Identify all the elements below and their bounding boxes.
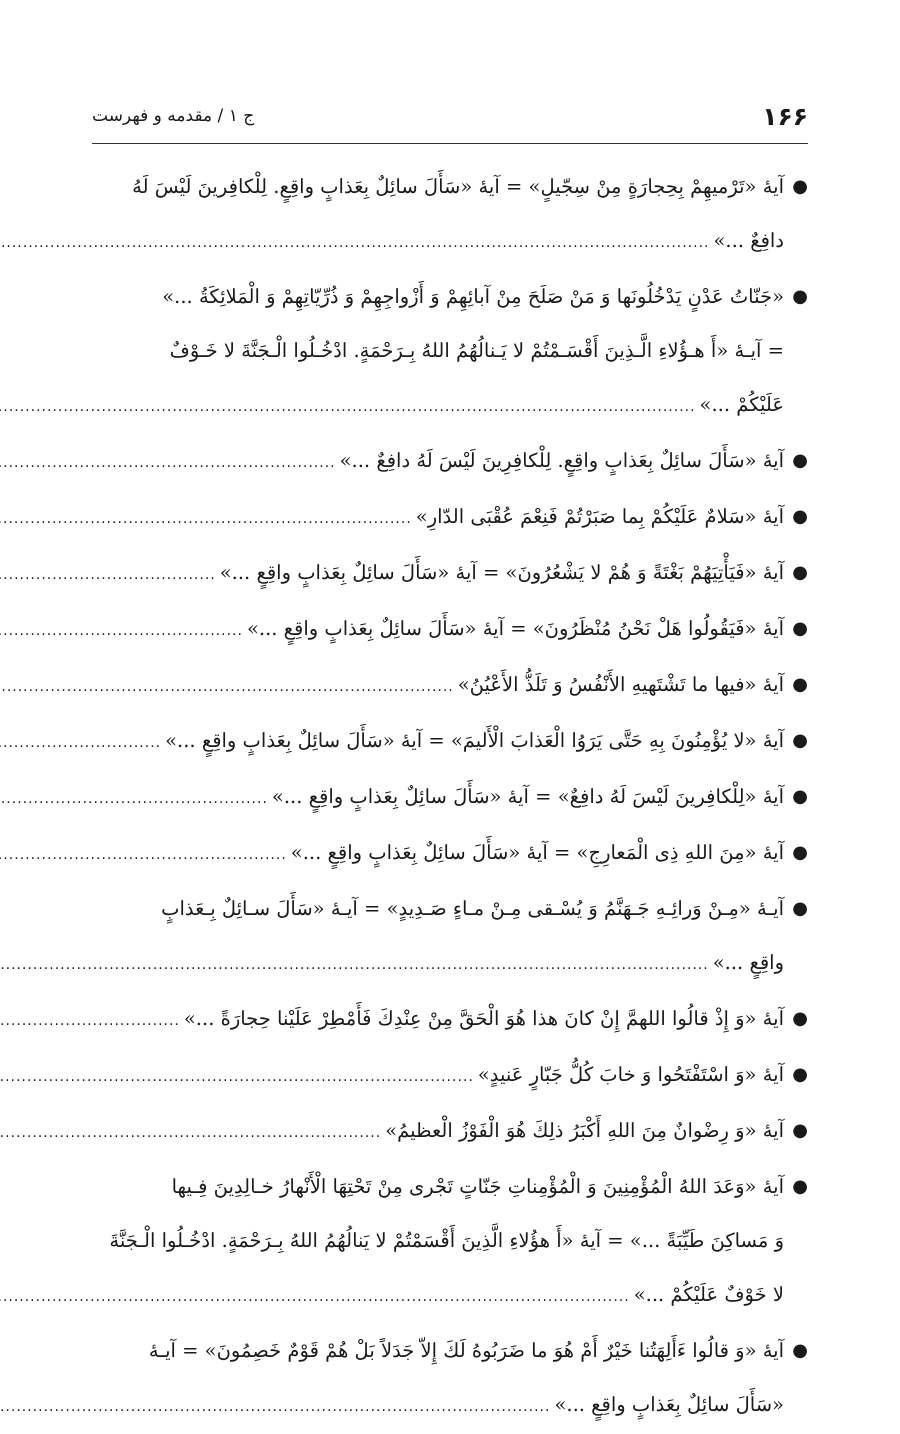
dot-leader <box>0 380 696 434</box>
bullet-icon: ● <box>792 450 808 471</box>
index-entry <box>92 490 808 546</box>
index-entry <box>92 1160 808 1324</box>
bullet-icon: ● <box>792 730 808 751</box>
entry-final-line <box>92 1268 784 1324</box>
page-number: ۱۶۶ <box>762 101 808 131</box>
entry-final-line <box>92 490 784 546</box>
index-entry <box>92 1048 808 1104</box>
entry-final-line <box>92 936 784 992</box>
running-head <box>92 96 808 136</box>
entry-text: «سَأَلَ سائِلٌ بِعَذابٍ واقِعٍ ...» <box>554 1393 784 1416</box>
entry-final-line <box>92 1378 784 1434</box>
index-entry <box>92 1104 808 1160</box>
entry-text: آيهٔ «مِنَ اللهِ ذِى الْمَعارِجِ» = آيهٔ «سَأَلَ سائِلٌ بِعَذابٍ واقِعٍ ...» <box>290 841 784 864</box>
dot-leader <box>0 994 180 1048</box>
bullet-icon: ● <box>792 506 808 527</box>
index-entry <box>92 992 808 1048</box>
entry-text-line: وَ مَساكِنَ طَيِّبَةً ...» = آيهٔ «أَ هؤُلاءِ الَّذِينَ أَقْسَمْتُمْ لا يَنالُهُمُ اللهُ بِـرَحْمَةٍ. ادْخُـلُوا الْـجَنَّةَ <box>109 1229 784 1252</box>
index-entry <box>92 1324 808 1434</box>
index-entry <box>92 602 808 658</box>
entry-text: عَلَيْكُمْ ...» <box>699 393 784 416</box>
bullet-icon: ● <box>792 786 808 807</box>
index-entries <box>92 160 808 1434</box>
entry-final-line <box>92 658 784 714</box>
dot-leader <box>0 1380 550 1434</box>
entry-text: واقِعٍ ...» <box>712 951 784 974</box>
entry-text-line: آيهٔ «تَرْميهِمْ بِحِجارَةٍ مِنْ سِجّيلٍ» = آيهٔ «سَأَلَ سائِلٌ بِعَذابٍ واقِعٍ. لِلْكافِرينَ لَيْسَ لَهُ <box>132 175 784 198</box>
bullet-icon: ● <box>792 1120 808 1141</box>
dot-leader <box>0 938 709 992</box>
entry-final-line <box>92 378 784 434</box>
entry-text: آيهٔ «لِلْكافِرينَ لَيْسَ لَهُ دافِعٌ» = آيهٔ «سَأَلَ سائِلٌ بِعَذابٍ واقِعٍ ...» <box>271 785 784 808</box>
bullet-icon: ● <box>792 562 808 583</box>
index-entry <box>92 434 808 490</box>
index-entry <box>92 714 808 770</box>
entry-final-line <box>92 714 784 770</box>
dot-leader <box>0 660 454 714</box>
entry-text-line: آيـهٔ «مِـنْ وَرائِـهِ جَـهَنَّمُ وَ يُسْـقى مِـنْ مـاءٍ صَـدِيدٍ» = آيـهٔ «سَأَلَ سـائِلٌ بِـعَذابٍ <box>161 897 784 920</box>
entry-final-line <box>92 992 784 1048</box>
entry-text: آيهٔ «سَأَلَ سائِلٌ بِعَذابٍ واقِعٍ. لِلْكافِرِينَ لَيْسَ لَهُ دافِعٌ ...» <box>339 449 784 472</box>
index-entry <box>92 270 808 434</box>
dot-leader <box>0 1270 630 1324</box>
dot-leader <box>0 828 287 882</box>
entry-text-line: آيهٔ «وَ قالُوا ءَأَلِهَتُنا خَيْرٌ أَمْ هُوَ ما ضَرَبُوهُ لَكَ إِلاّ جَدَلاً بَلْ هُمْ قَوْمٌ خَصِمُونَ» = آيـهٔ <box>148 1339 784 1362</box>
index-entry <box>92 882 808 992</box>
bullet-icon: ● <box>792 1176 808 1197</box>
dot-leader <box>0 436 336 490</box>
bullet-icon: ● <box>792 1008 808 1029</box>
entry-text: آيهٔ «وَ إِذْ قالُوا اللهمَّ إِنْ كانَ هذا هُوَ الْحَقَّ مِنْ عِنْدِكَ فَأَمْطِرْ عَلَيْنا حِجارَةً ...» <box>183 1007 784 1030</box>
entry-text-line: آيهٔ «وَعَدَ اللهُ الْمُؤْمِنِينَ وَ الْمُؤْمِناتِ جَنّاتٍ تَجْرى مِنْ تَحْتِهَا الْأَنْهارُ خـالِدِينَ فِـيها <box>171 1175 784 1198</box>
entry-final-line <box>92 1048 784 1104</box>
entry-text: دافِعٌ ...» <box>713 229 784 252</box>
entry-text: آيهٔ «فَيَقُولُوا هَلْ نَحْنُ مُنْظَرُونَ» = آيهٔ «سَأَلَ سائِلٌ بِعَذابٍ واقِعٍ ...» <box>246 617 784 640</box>
bullet-icon: ● <box>792 618 808 639</box>
bullet-icon: ● <box>792 286 808 307</box>
entry-final-line <box>92 546 784 602</box>
entry-final-line <box>92 1104 784 1160</box>
entry-text: آيهٔ «فيها ما تَشْتَهيهِ الأَنْفُسُ وَ تَلَذُّ الأَعْيُنُ» <box>457 673 784 696</box>
dot-leader <box>0 604 243 658</box>
entry-text: آيهٔ «سَلامٌ عَلَيْكُمْ بِما صَبَرْتُمْ فَنِعْمَ عُقْبَى الدّارِ» <box>415 505 784 528</box>
dot-leader <box>0 548 216 602</box>
entry-text: آيهٔ «وَ اسْتَفْتَحُوا وَ خابَ كُلُّ جَبّارٍ عَنيدٍ» <box>477 1063 784 1086</box>
bullet-icon: ● <box>792 674 808 695</box>
bullet-icon: ● <box>792 898 808 919</box>
entry-text: آيهٔ «لا يُؤْمِنُونَ بِهِ حَتَّى يَرَوُا الْعَذابَ الْأَليمَ» = آيهٔ «سَأَلَ سائِلٌ بِعَذابٍ واقِعٍ ...» <box>165 729 784 752</box>
section-title: ج ۱ / مقدمه و فهرست <box>92 106 255 126</box>
dot-leader <box>0 1106 381 1160</box>
entry-text-line: = آيـهٔ «أَ هـؤُلاءِ الَّـذِينَ أَقْسَـمْتُمْ لا يَـنالُهُمُ اللهُ بِـرَحْمَةٍ. ادْخُـلُوا الْـجَنَّةَ لا خَـوْفٌ <box>169 339 784 362</box>
header-rule <box>92 143 808 144</box>
bullet-icon: ● <box>792 842 808 863</box>
index-entry <box>92 160 808 270</box>
entry-final-line <box>92 602 784 658</box>
entry-final-line <box>92 826 784 882</box>
index-entry <box>92 770 808 826</box>
entry-text-line: «جَنّاتُ عَدْنٍ يَدْخُلُونَها وَ مَنْ صَلَحَ مِنْ آبائِهِمْ وَ أَزْواجِهِمْ وَ ذُرِّيّاتِهِمْ وَ الْمَلائِكَةُ ...» <box>162 285 784 308</box>
entry-final-line <box>92 434 784 490</box>
dot-leader <box>0 716 161 770</box>
bullet-icon: ● <box>792 176 808 197</box>
bullet-icon: ● <box>792 1064 808 1085</box>
dot-leader <box>0 1050 474 1104</box>
dot-leader <box>0 216 709 270</box>
index-entry <box>92 826 808 882</box>
entry-final-line <box>92 214 784 270</box>
index-entry <box>92 658 808 714</box>
dot-leader <box>0 492 412 546</box>
entry-final-line <box>92 770 784 826</box>
entry-text: آيهٔ «فَيَأْتِيَهُمْ بَغْتَةً وَ هُمْ لا يَشْعُرُونَ» = آيهٔ «سَأَلَ سائِلٌ بِعَذابٍ واقِعٍ ...» <box>219 561 784 584</box>
bullet-icon: ● <box>792 1340 808 1361</box>
entry-text: لا خَوْفٌ عَلَيْكُمْ ...» <box>633 1283 784 1306</box>
index-entry <box>92 546 808 602</box>
entry-text: آيهٔ «وَ رِضْوانٌ مِنَ اللهِ أَكْبَرُ ذلِكَ هُوَ الْفَوْزُ الْعظيمُ» <box>385 1119 784 1142</box>
dot-leader <box>0 772 268 826</box>
